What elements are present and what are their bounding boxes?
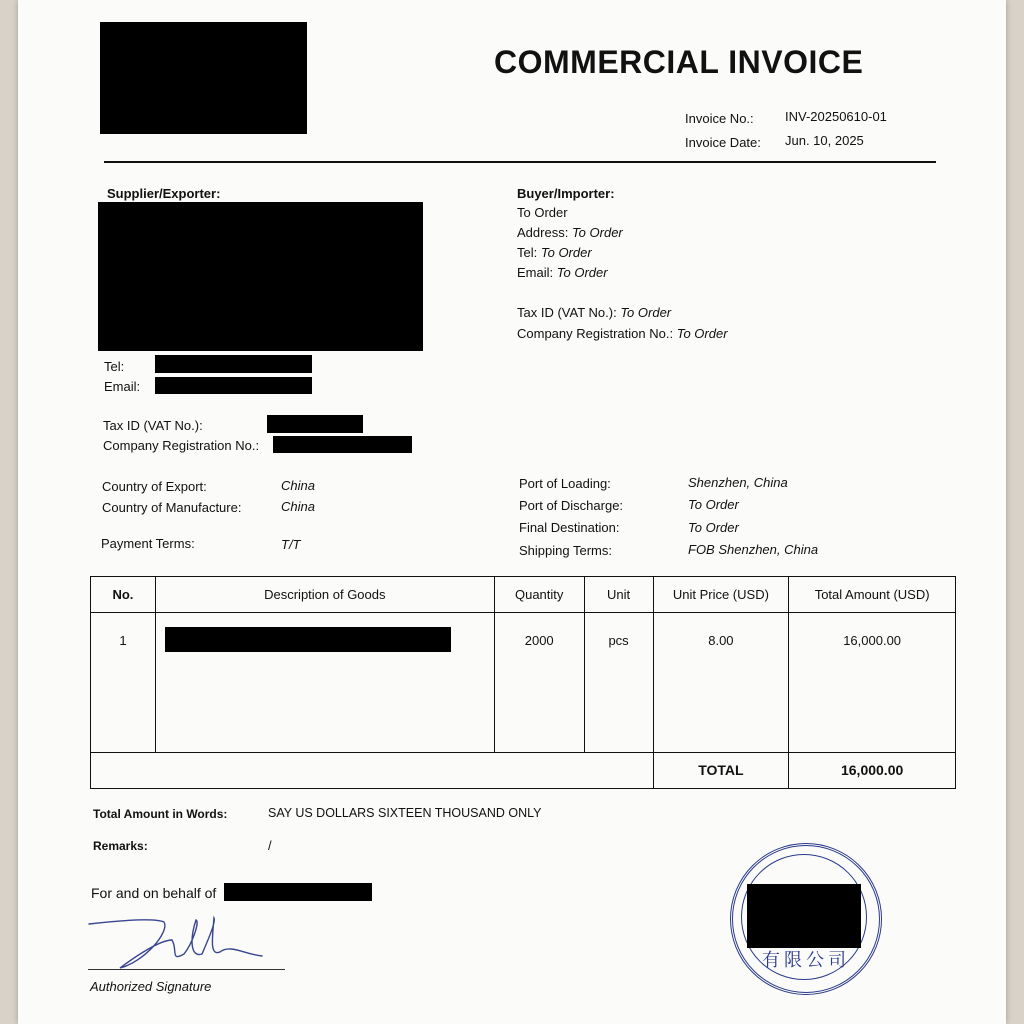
row-no: 1 [91, 613, 156, 753]
header-total-amount: Total Amount (USD) [789, 577, 956, 613]
header-unit: Unit [584, 577, 653, 613]
buyer-reg-row [517, 326, 728, 341]
signature-label: Authorized Signature [90, 979, 212, 994]
buyer-email-value: To Order [556, 265, 608, 280]
amount-words-value: SAY US DOLLARS SIXTEEN THOUSAND ONLY [268, 806, 542, 820]
header-divider [104, 161, 936, 163]
invoice-date-value: Jun. 10, 2025 [785, 133, 864, 148]
amount-words-label: Total Amount in Words: [93, 807, 228, 821]
supplier-email-redacted [155, 377, 312, 394]
remarks-value: / [268, 838, 272, 853]
port-loading-value: Shenzhen, China [688, 475, 788, 490]
supplier-tel-redacted [155, 355, 312, 373]
port-discharge-value: To Order [688, 497, 739, 512]
signature-line [88, 969, 285, 970]
port-discharge-label: Port of Discharge: [519, 498, 624, 513]
payment-terms-value: T/T [281, 537, 301, 552]
buyer-address-value: To Order [571, 225, 623, 240]
supplier-reg-redacted [273, 436, 412, 453]
country-manufacture-value: China [281, 499, 315, 514]
row-amount: 16,000.00 [789, 613, 956, 753]
remarks-label: Remarks: [93, 839, 148, 853]
final-destination-label: Final Destination: [519, 520, 620, 535]
document-title: COMMERCIAL INVOICE [494, 44, 864, 80]
invoice-date-label: Invoice Date: [685, 135, 761, 150]
invoice-page [18, 0, 1006, 1024]
header-no: No. [91, 577, 156, 613]
row-unit-price: 8.00 [653, 613, 789, 753]
shipping-terms-value: FOB Shenzhen, China [688, 542, 819, 557]
buyer-tel-value: To Order [540, 245, 592, 260]
total-label: TOTAL [653, 753, 789, 789]
company-logo-redacted [100, 22, 307, 134]
buyer-tel-label: Tel: [517, 245, 538, 260]
header-quantity: Quantity [494, 577, 584, 613]
row-quantity: 2000 [494, 613, 584, 753]
port-loading-label: Port of Loading: [519, 476, 611, 491]
buyer-email-label: Email: [517, 265, 554, 280]
row-unit: pcs [584, 613, 653, 753]
buyer-email-row [517, 265, 608, 280]
goods-table [90, 576, 956, 789]
supplier-tax-redacted [267, 415, 363, 433]
payment-terms-label: Payment Terms: [101, 536, 195, 551]
supplier-address-redacted [98, 202, 423, 351]
invoice-no-label: Invoice No.: [685, 111, 754, 126]
total-empty-cell [91, 753, 654, 789]
supplier-heading: Supplier/Exporter: [107, 186, 221, 201]
country-export-label: Country of Export: [102, 479, 207, 494]
total-value: 16,000.00 [789, 753, 956, 789]
table-row [91, 613, 956, 753]
buyer-tax-row [517, 305, 671, 320]
country-export-value: China [281, 478, 315, 493]
row-description [155, 613, 494, 753]
buyer-reg-label: Company Registration No.: [517, 326, 674, 341]
behalf-text: For and on behalf of [91, 885, 217, 901]
supplier-email-label: Email: [104, 379, 141, 394]
supplier-tax-label: Tax ID (VAT No.): [103, 418, 203, 433]
header-unit-price: Unit Price (USD) [653, 577, 789, 613]
buyer-address-row [517, 225, 623, 240]
buyer-address-label: Address: [517, 225, 569, 240]
supplier-tel-label: Tel: [104, 359, 125, 374]
buyer-tax-label: Tax ID (VAT No.): [517, 305, 617, 320]
table-total-row [91, 753, 956, 789]
stamp-name-redacted [747, 884, 861, 948]
supplier-reg-label: Company Registration No.: [103, 438, 260, 453]
stamp-text: 有限公司 [762, 950, 850, 971]
buyer-tax-value: To Order [620, 305, 672, 320]
signature-scribble [84, 910, 284, 975]
buyer-name: To Order [517, 205, 568, 220]
buyer-tel-row [517, 245, 592, 260]
behalf-company-redacted [224, 883, 372, 901]
header-description: Description of Goods [155, 577, 494, 613]
description-redacted [165, 627, 451, 652]
final-destination-value: To Order [688, 520, 739, 535]
invoice-no-value: INV-20250610-01 [785, 109, 887, 124]
buyer-heading: Buyer/Importer: [517, 186, 615, 201]
country-manufacture-label: Country of Manufacture: [102, 500, 242, 515]
table-header-row [91, 577, 956, 613]
buyer-reg-value: To Order [676, 326, 728, 341]
shipping-terms-label: Shipping Terms: [519, 543, 612, 558]
company-stamp [730, 843, 882, 995]
